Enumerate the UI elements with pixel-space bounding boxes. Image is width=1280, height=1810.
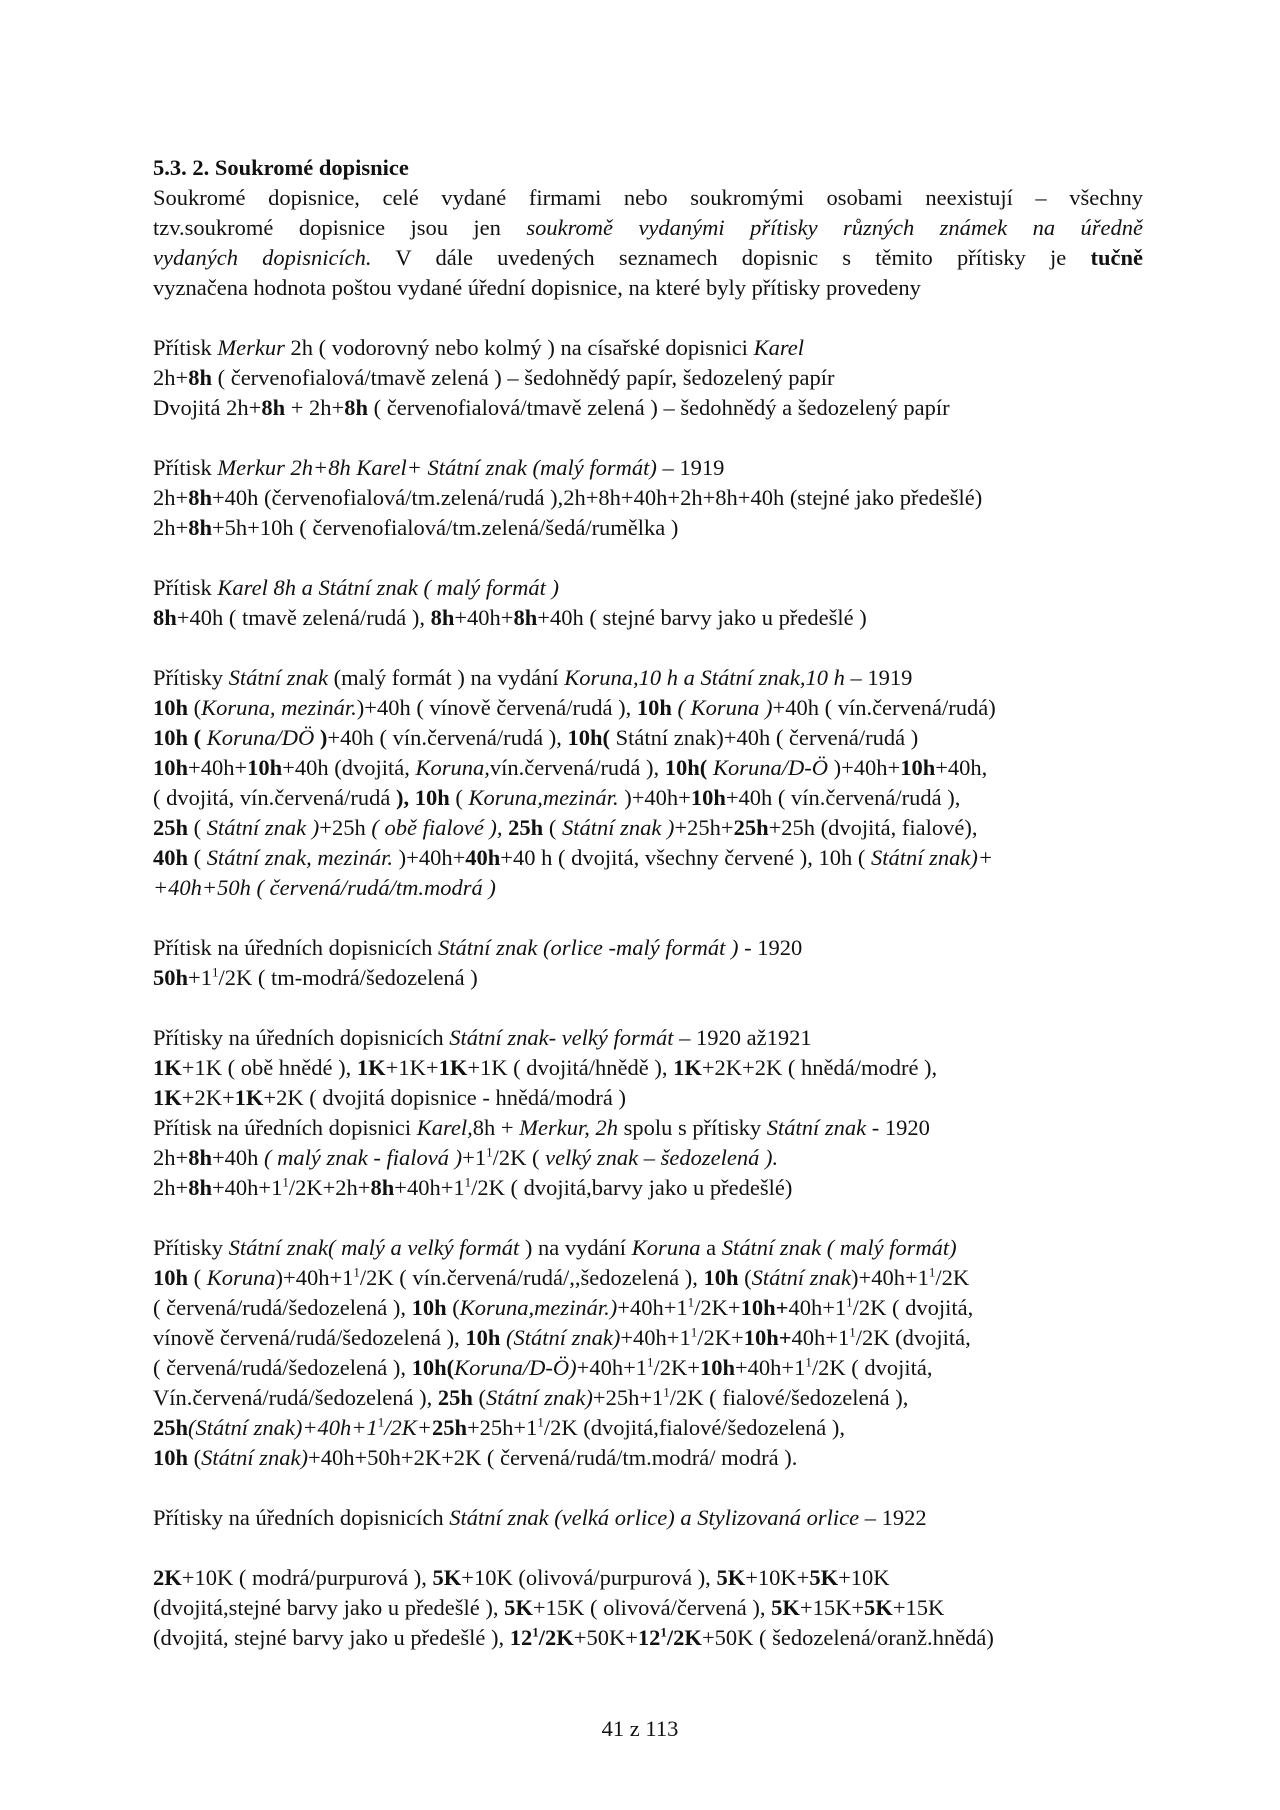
text-line	[153, 1323, 1143, 1353]
text-run: – 1919	[844, 665, 913, 690]
text-run: 1	[377, 1414, 385, 1430]
text-line	[153, 1023, 1143, 1053]
text-run: /2K+	[697, 1325, 744, 1350]
text-run: Státní znak)+	[871, 845, 994, 870]
text-run: +10K ( modrá/purpurová ),	[181, 1565, 433, 1590]
text-run: +40 h ( dvojitá, všechny červené ), 10h (	[500, 845, 871, 870]
text-run: Státní znak( malý a velký formát	[228, 1235, 520, 1260]
text-run: soukromě vydanými přítisky různých známek na úředně	[526, 215, 1143, 240]
catalog-section	[153, 933, 1143, 993]
text-run: +25h	[319, 815, 372, 840]
text-run: +1K ( dvojitá/hnědě ),	[467, 1055, 674, 1080]
text-line	[153, 183, 1143, 213]
text-line	[153, 1173, 1143, 1203]
text-run: +1K ( obě hnědé ),	[181, 1055, 357, 1080]
text-run: 8h +	[472, 1115, 520, 1140]
text-run: 1K	[356, 1055, 386, 1080]
text-run: 1	[282, 1174, 289, 1190]
text-run: 10h	[153, 695, 189, 720]
text-run: +40h,	[935, 755, 988, 780]
paragraph-gap	[153, 303, 1143, 333]
text-run: 10h(	[664, 755, 708, 780]
text-run: 10h	[699, 1355, 735, 1380]
paragraph-gap	[153, 1203, 1143, 1233]
text-line	[153, 753, 1143, 783]
text-run: – 1920 až1921	[673, 1025, 812, 1050]
text-run: 25h	[153, 815, 189, 840]
text-line	[153, 333, 1143, 363]
text-run: /2K	[935, 1265, 970, 1290]
text-run: +25h (dvojitá, fialové),	[768, 815, 978, 840]
text-run: ) na vydání	[519, 1235, 632, 1260]
text-run: – 1922	[859, 1505, 927, 1530]
paragraph-gap	[153, 1473, 1143, 1503]
text-run: 10h	[900, 755, 936, 780]
text-run: +10K	[838, 1565, 890, 1590]
text-run: 1	[537, 1414, 544, 1430]
text-run: 8h	[344, 395, 368, 420]
text-line	[153, 1563, 1143, 1593]
catalog-section	[153, 1023, 1143, 1203]
text-run: +40h+1	[620, 1325, 691, 1350]
text-run: +25h+1	[466, 1415, 538, 1440]
text-run: Soukromé dopisnice, celé vydané firmami nebo soukromými osobami neexistují – všechny	[153, 185, 1143, 210]
text-run: +5h+10h ( červenofialová/tm.zelená/šedá/rumělka )	[211, 515, 679, 540]
text-line	[153, 603, 1143, 633]
text-run: 8h	[430, 605, 455, 630]
text-run: +40h ( vín.červená/rudá)	[772, 695, 996, 720]
text-run: 1	[211, 964, 219, 980]
text-run: ( malý znak - fialová )	[264, 1145, 463, 1170]
catalog-section	[153, 333, 1143, 423]
text-run: 1K	[153, 1085, 182, 1110]
text-run: Koruna	[206, 1265, 276, 1290]
paragraph-gap	[153, 993, 1143, 1023]
text-run: )+40h+	[827, 755, 901, 780]
text-run: +40h+1	[617, 1295, 688, 1320]
text-run: Koruna/DÖ	[206, 725, 315, 750]
text-line	[153, 1113, 1143, 1143]
text-run: +40h ( tmavě zelená/rudá ),	[176, 605, 431, 630]
text-run: Karel,	[416, 1115, 473, 1140]
text-run: +10K+	[745, 1565, 810, 1590]
text-run: 40h	[153, 845, 189, 870]
text-run: 1K	[153, 1055, 182, 1080]
text-run: 25h	[508, 815, 544, 840]
text-run: 10h	[247, 755, 283, 780]
text-run: 8h	[188, 1145, 212, 1170]
text-run: Dvojitá 2h+	[153, 395, 262, 420]
text-line	[153, 723, 1143, 753]
text-run: 8h	[188, 515, 212, 540]
text-run: 2K	[153, 1565, 182, 1590]
text-run: (	[188, 1265, 207, 1290]
text-line	[153, 1083, 1143, 1113]
text-run: a	[700, 1235, 722, 1260]
text-run: (	[188, 815, 207, 840]
text-run: + 2h+	[285, 395, 345, 420]
section-heading: 5.3. 2. Soukromé dopisnice	[153, 155, 409, 180]
text-run: tzv.soukromé dopisnice jsou jen	[153, 215, 527, 240]
text-run: Koruna	[631, 1235, 701, 1260]
text-run: ),	[396, 785, 410, 810]
paragraph-gap	[153, 543, 1143, 573]
text-run: 10h	[414, 785, 450, 810]
text-run: 5K	[771, 1595, 800, 1620]
text-run: /2K+	[653, 1355, 700, 1380]
text-run: /2K (	[492, 1145, 546, 1170]
text-run: 25h	[153, 1415, 189, 1440]
text-run: /2K	[538, 1625, 574, 1650]
text-run: )+40h+1	[275, 1265, 354, 1290]
text-run: (	[446, 1295, 460, 1320]
text-run: /2K ( fialové/šedozelená ),	[669, 1385, 909, 1410]
text-run: 1	[846, 1294, 853, 1310]
text-run: 2h+	[153, 365, 189, 390]
text-run: (dvojitá,stejné barvy jako u předešlé ),	[153, 1595, 505, 1620]
text-run: +40h+50h+2K+2K ( červená/rudá/tm.modrá/ modrá ).	[308, 1445, 798, 1470]
text-run: 8h	[188, 485, 212, 510]
text-run: Karel	[753, 335, 804, 360]
text-run: 25h	[437, 1385, 473, 1410]
catalog-section	[153, 573, 1143, 633]
text-run: vínově červená/rudá/šedozelená ),	[153, 1325, 466, 1350]
text-run: /2K ( tm-modrá/šedozelená )	[218, 965, 478, 990]
text-run: Státní znak (orlice -malý formát )	[437, 935, 739, 960]
paragraph-gap	[153, 903, 1143, 933]
text-run: ( červená/rudá/šedozelená ),	[153, 1295, 412, 1320]
text-run: 8h	[370, 1175, 395, 1200]
text-run: 40h+1	[788, 1295, 847, 1320]
paragraph-gap	[153, 633, 1143, 663]
text-run: vydaných dopisnicích.	[153, 245, 372, 270]
text-run: 1	[486, 1144, 493, 1160]
text-run: Vín.červená/rudá/šedozelená ),	[153, 1385, 438, 1410]
text-line	[153, 1053, 1143, 1083]
text-run: (	[543, 815, 562, 840]
text-run: Koruna/D-Ö)	[454, 1355, 577, 1380]
intro-paragraph	[153, 183, 1143, 303]
text-line	[153, 843, 1143, 873]
text-run: 2h+	[153, 1175, 189, 1200]
text-run: Přítisky	[153, 665, 229, 690]
text-run: /2K ( dvojitá,barvy jako u předešlé)	[471, 1175, 793, 1200]
text-run: 10h+	[740, 1295, 789, 1320]
text-run: +15K+	[799, 1595, 865, 1620]
page-number: 41 z 113	[601, 1716, 679, 1741]
text-run: +1	[462, 1145, 487, 1170]
text-run: +40h+1	[394, 1175, 465, 1200]
text-run: Státní znak	[228, 665, 334, 690]
text-run: 1	[928, 1264, 936, 1280]
text-run: 1K	[438, 1055, 468, 1080]
text-run: +40h+	[188, 755, 248, 780]
text-run: Státní znak ( malý formát)	[721, 1235, 957, 1260]
text-run: Koruna/D-Ö	[707, 755, 828, 780]
text-run: /2K+	[384, 1415, 432, 1440]
text-run: 2h+	[153, 1145, 189, 1170]
text-line	[153, 273, 1143, 303]
text-run: ( dvojitá, vín.červená/rudá	[153, 785, 397, 810]
text-run: 8h	[153, 605, 177, 630]
text-run: Přítisky	[153, 1235, 229, 1260]
text-run: )+40h+	[393, 845, 466, 870]
text-run: (dvojitá, stejné barvy jako u předešlé ),	[153, 1625, 510, 1650]
catalog-section	[153, 453, 1143, 543]
text-run: vín.červená/rudá ),	[489, 755, 665, 780]
text-run: velký znak – šedozelená ).	[545, 1145, 779, 1170]
text-line	[153, 693, 1143, 723]
text-run: 1	[687, 1294, 695, 1310]
text-run: 10h	[636, 695, 672, 720]
text-run: (	[188, 1445, 202, 1470]
text-run: 1	[464, 1174, 472, 1190]
text-run: V dále uvedených seznamech dopisnic s těmito přítisky je	[371, 245, 1091, 270]
text-run: Přítisk	[153, 575, 218, 600]
text-run: Přítisk na úředních dopisnici	[153, 1115, 417, 1140]
text-run: )+40h+1	[851, 1265, 929, 1290]
text-run: Koruna,mezinár.	[468, 785, 619, 810]
text-run: +40h+50h ( červená/rudá/tm.modrá )	[153, 875, 496, 900]
text-line	[153, 1293, 1143, 1323]
text-run: +40h ( stejné barvy jako u předešlé )	[537, 605, 867, 630]
text-line	[153, 1143, 1143, 1173]
text-line	[153, 783, 1143, 813]
document-page	[153, 153, 1143, 1653]
text-line	[153, 1593, 1143, 1623]
text-run: 8h	[261, 395, 286, 420]
text-run: 8h	[513, 605, 538, 630]
text-run: (malý formát ) na vydání	[333, 665, 565, 690]
text-run: – 1919	[656, 455, 725, 480]
text-run: spolu s přítisky	[617, 1115, 767, 1140]
text-run: +40h	[211, 1145, 265, 1170]
text-run: vyznačena hodnota poštou vydané úřední dopisnice, na které byly přítisky provedeny	[153, 275, 921, 300]
text-line	[153, 663, 1143, 693]
text-run: +25h+	[674, 815, 734, 840]
text-run: Koruna,	[415, 755, 490, 780]
catalog-section	[153, 1233, 1143, 1473]
text-run: 10h(	[411, 1355, 455, 1380]
text-run: )+40h+	[618, 785, 691, 810]
text-run: 10h	[153, 1445, 189, 1470]
text-run: /2K	[666, 1625, 702, 1650]
text-run: 5K	[864, 1595, 893, 1620]
text-line	[153, 1263, 1143, 1293]
text-run: Státní znak)+40h ( červená/rudá )	[610, 725, 919, 750]
text-run: Merkur 2h+8h Karel+ Státní znak (malý formát)	[217, 455, 657, 480]
text-run: ( Koruna )	[671, 695, 773, 720]
text-run: 1	[647, 1354, 654, 1370]
text-run: +40h ( vín.červená/rudá ),	[725, 785, 961, 810]
text-run: 10h	[153, 725, 189, 750]
text-run: +2K ( dvojitá dopisnice - hnědá/modrá )	[263, 1085, 627, 1110]
text-run: 40h	[465, 845, 501, 870]
text-run: ( červenofialová/tmavě zelená ) – šedohnědý papír, šedozelený papír	[211, 365, 835, 390]
text-run: /2K ( dvojitá,	[852, 1295, 974, 1320]
text-run: 5K	[716, 1565, 746, 1590]
catalog-section	[153, 1563, 1143, 1653]
text-run: (Státní znak)+40h+1	[188, 1415, 378, 1440]
text-run: /2K (dvojitá,	[855, 1325, 971, 1350]
text-run: Karel 8h a Státní znak ( malý formát )	[217, 575, 560, 600]
text-run: 8h	[188, 365, 212, 390]
text-run: 10h(	[567, 725, 611, 750]
text-run: 50h	[153, 965, 189, 990]
text-run: +50K ( šedozelená/oranž.hnědá)	[701, 1625, 994, 1650]
text-line	[153, 513, 1143, 543]
text-run: (	[449, 785, 469, 810]
text-line	[153, 393, 1143, 423]
text-run: Státní znak )	[206, 815, 320, 840]
text-run: Přítisk	[153, 455, 218, 480]
text-line	[153, 1623, 1143, 1653]
text-run: Státní znak (velká orlice) a Stylizovaná orlice	[449, 1505, 860, 1530]
text-run: +1	[188, 965, 212, 990]
text-run: Státní znak)	[486, 1385, 593, 1410]
text-run: 1	[663, 1384, 670, 1400]
text-run: 1	[805, 1354, 812, 1370]
text-run: 5K	[809, 1565, 839, 1590]
text-run: Přítisk	[153, 335, 218, 360]
text-run: 10h	[411, 1295, 447, 1320]
text-run: +25h+1	[592, 1385, 664, 1410]
text-run: /2K+	[694, 1295, 741, 1320]
text-run: tučně	[1090, 245, 1143, 270]
text-run: (	[472, 1385, 486, 1410]
text-run: +40h ( vín.červená/rudá ),	[327, 725, 568, 750]
text-run: +40h (červenofialová/tm.zelená/rudá ),2h+8h+40h+2h+8h+40h (stejné jako předešlé)	[211, 485, 983, 510]
text-run: 10h	[703, 1265, 739, 1290]
text-run: 8h	[188, 1175, 212, 1200]
text-run: 1	[849, 1324, 856, 1340]
text-run: +50K+	[573, 1625, 638, 1650]
text-line	[153, 483, 1143, 513]
text-line	[153, 1413, 1143, 1443]
text-run: Státní znak	[766, 1115, 867, 1140]
text-run: 2h+	[153, 515, 189, 540]
text-run: (Státní znak)	[500, 1325, 621, 1350]
text-run: +15K	[892, 1595, 945, 1620]
text-line	[153, 213, 1143, 243]
text-run: - 1920	[866, 1115, 930, 1140]
text-run: 40h+1	[791, 1325, 850, 1350]
text-run: 1	[532, 1624, 539, 1640]
text-run: +2K+2K ( hnědá/modré ),	[701, 1055, 938, 1080]
text-run: 1K	[234, 1085, 264, 1110]
text-run: - 1920	[738, 935, 803, 960]
text-line	[153, 453, 1143, 483]
text-run: +40h+1	[211, 1175, 283, 1200]
text-run: Merkur, 2h	[519, 1115, 618, 1140]
text-run: (	[188, 725, 207, 750]
text-run: (	[188, 695, 202, 720]
text-run: /2K (dvojitá,fialové/šedozelená ),	[543, 1415, 845, 1440]
text-run: +40h+	[454, 605, 514, 630]
catalog-section	[153, 663, 1143, 903]
text-run: +15K ( olivová/červená ),	[532, 1595, 772, 1620]
text-run: 10h	[690, 785, 726, 810]
text-line	[153, 243, 1143, 273]
text-run: 1	[353, 1264, 360, 1280]
text-run: +2K+	[181, 1085, 235, 1110]
text-run: 10h+	[743, 1325, 792, 1350]
text-run: +10K (olivová/purpurová ),	[461, 1565, 717, 1590]
text-run: 1	[660, 1624, 667, 1640]
text-run: /2K ( vín.červená/rudá/,,šedozelená ),	[359, 1265, 704, 1290]
text-line	[153, 963, 1143, 993]
text-run: Státní znak, mezinár.	[206, 845, 394, 870]
text-run: +1K+	[385, 1055, 439, 1080]
text-run: 10h	[153, 755, 189, 780]
text-run: Koruna,10 h a Státní znak,10 h	[564, 665, 845, 690]
text-run: +40h+1	[576, 1355, 648, 1380]
text-line	[153, 1383, 1143, 1413]
text-run: /2K ( dvojitá,	[811, 1355, 933, 1380]
text-run: ( červená/rudá/šedozelená ),	[153, 1355, 412, 1380]
text-line	[153, 1503, 1143, 1533]
text-run: Koruna,mezinár.)	[459, 1295, 618, 1320]
text-run: 2h ( vodorovný nebo kolmý ) na císařské dopisnici	[284, 335, 754, 360]
text-run: +40h (dvojitá,	[282, 755, 416, 780]
text-run: Přítisky na úředních dopisnicích	[153, 1505, 450, 1530]
text-run: ( obě fialové ),	[371, 815, 503, 840]
text-run: Státní znak)	[201, 1445, 309, 1470]
text-run: Přítisky na úředních dopisnicích	[153, 1025, 450, 1050]
text-run: Koruna, mezinár.	[201, 695, 357, 720]
sections-container	[153, 303, 1143, 1653]
text-run: 5K	[504, 1595, 533, 1620]
text-line	[153, 573, 1143, 603]
text-run: 12	[637, 1625, 661, 1650]
text-run: 1	[690, 1324, 698, 1340]
text-run: Státní znak- velký formát	[449, 1025, 674, 1050]
paragraph-gap	[153, 1533, 1143, 1563]
text-run: Státní znak )	[561, 815, 675, 840]
text-run: 2h+	[153, 485, 189, 510]
text-line	[153, 933, 1143, 963]
text-run: (	[738, 1265, 752, 1290]
text-run: 10h	[153, 1265, 189, 1290]
text-run: 12	[509, 1625, 533, 1650]
text-line	[153, 363, 1143, 393]
text-run: )	[314, 725, 328, 750]
text-line	[153, 813, 1143, 843]
text-run: 25h	[733, 815, 769, 840]
text-run: 25h	[431, 1415, 467, 1440]
text-run: 1K	[673, 1055, 702, 1080]
text-run: (	[188, 845, 207, 870]
text-run: +40h+1	[734, 1355, 806, 1380]
text-run: )+40h ( vínově červená/rudá ),	[356, 695, 637, 720]
text-run: /2K+2h+	[288, 1175, 371, 1200]
text-line	[153, 873, 1143, 903]
text-run: Státní znak	[751, 1265, 852, 1290]
text-run: 10h	[465, 1325, 501, 1350]
text-line	[153, 1443, 1143, 1473]
paragraph-gap	[153, 423, 1143, 453]
text-run: ( červenofialová/tmavě zelená ) – šedohnědý a šedozelený papír	[367, 395, 950, 420]
text-run: Přítisk na úředních dopisnicích	[153, 935, 438, 960]
text-run: Merkur	[217, 335, 285, 360]
catalog-section	[153, 1503, 1143, 1533]
text-line	[153, 1353, 1143, 1383]
text-run: 5K	[432, 1565, 462, 1590]
text-line	[153, 1233, 1143, 1263]
